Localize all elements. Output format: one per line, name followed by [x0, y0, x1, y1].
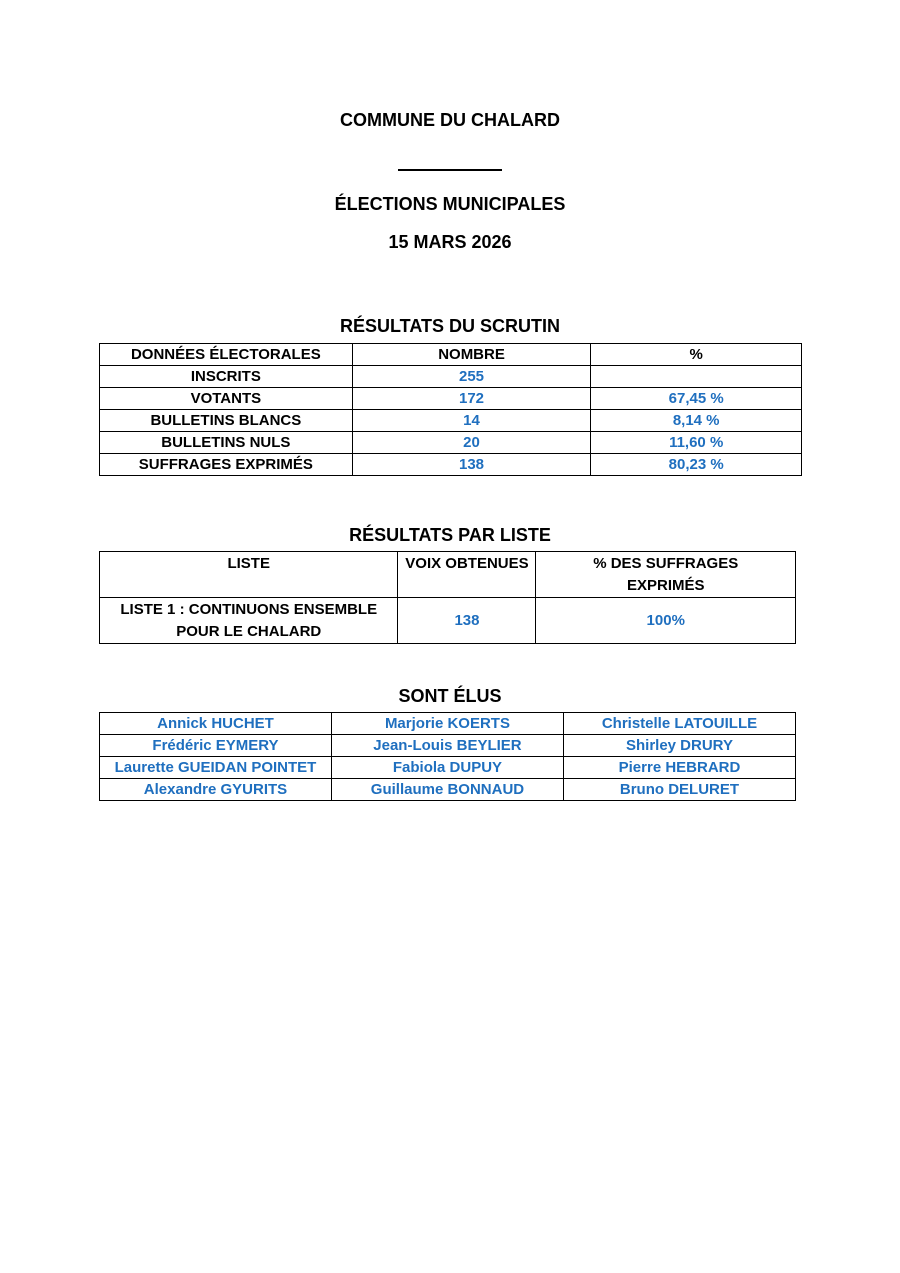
elu-name: Laurette GUEIDAN POINTET: [100, 757, 332, 779]
table-row: [100, 388, 802, 410]
row-nombre: 255: [352, 366, 591, 388]
table-row: [100, 757, 796, 779]
elu-name: Christelle LATOUILLE: [563, 713, 795, 735]
elu-name: Pierre HEBRARD: [563, 757, 795, 779]
liste-pct: 100%: [536, 598, 796, 644]
table-row: [100, 713, 796, 735]
table-row: [100, 410, 802, 432]
commune-title: COMMUNE DU CHALARD: [340, 110, 560, 130]
row-label: BULLETINS NULS: [100, 432, 353, 454]
table-row: [100, 598, 796, 644]
scrutin-title: RÉSULTATS DU SCRUTIN: [340, 316, 560, 336]
column-header: %: [591, 344, 802, 366]
row-nombre: 172: [352, 388, 591, 410]
row-pct: 11,60 %: [591, 432, 802, 454]
row-label: BULLETINS BLANCS: [100, 410, 353, 432]
elu-name: Bruno DELURET: [563, 779, 795, 801]
column-header: NOMBRE: [352, 344, 591, 366]
election-date: 15 MARS 2026: [388, 232, 512, 252]
title-separator: [398, 169, 502, 171]
row-nombre: 20: [352, 432, 591, 454]
par-liste-table: [99, 551, 796, 644]
liste-name: LISTE 1 : CONTINUONS ENSEMBLE POUR LE CHALARD: [100, 598, 398, 644]
table-header-row: [100, 552, 796, 598]
column-header: VOIX OBTENUES: [398, 552, 536, 598]
row-pct: 67,45 %: [591, 388, 802, 410]
elu-name: Marjorie KOERTS: [331, 713, 563, 735]
column-header: LISTE: [100, 552, 398, 598]
par-liste-title: RÉSULTATS PAR LISTE: [349, 525, 551, 545]
row-pct: 80,23 %: [591, 454, 802, 476]
row-nombre: 138: [352, 454, 591, 476]
row-label: INSCRITS: [100, 366, 353, 388]
elu-name: Shirley DRURY: [563, 735, 795, 757]
column-header: % DES SUFFRAGES EXPRIMÉS: [536, 552, 796, 598]
election-title: ÉLECTIONS MUNICIPALES: [334, 194, 566, 214]
table-row: [100, 735, 796, 757]
table-row: [100, 779, 796, 801]
row-pct: [591, 366, 802, 388]
elu-name: Guillaume BONNAUD: [331, 779, 563, 801]
elu-name: Alexandre GYURITS: [100, 779, 332, 801]
row-label: SUFFRAGES EXPRIMÉS: [100, 454, 353, 476]
liste-voix: 138: [398, 598, 536, 644]
elus-title: SONT ÉLUS: [398, 686, 502, 706]
table-row: [100, 454, 802, 476]
elu-name: Annick HUCHET: [100, 713, 332, 735]
elu-name: Fabiola DUPUY: [331, 757, 563, 779]
scrutin-table: [99, 343, 802, 476]
row-pct: 8,14 %: [591, 410, 802, 432]
column-header: DONNÉES ÉLECTORALES: [100, 344, 353, 366]
elu-name: Jean-Louis BEYLIER: [331, 735, 563, 757]
row-label: VOTANTS: [100, 388, 353, 410]
elu-name: Frédéric EYMERY: [100, 735, 332, 757]
table-row: [100, 366, 802, 388]
table-row: [100, 432, 802, 454]
row-nombre: 14: [352, 410, 591, 432]
elus-table: [99, 712, 796, 801]
table-header-row: [100, 344, 802, 366]
